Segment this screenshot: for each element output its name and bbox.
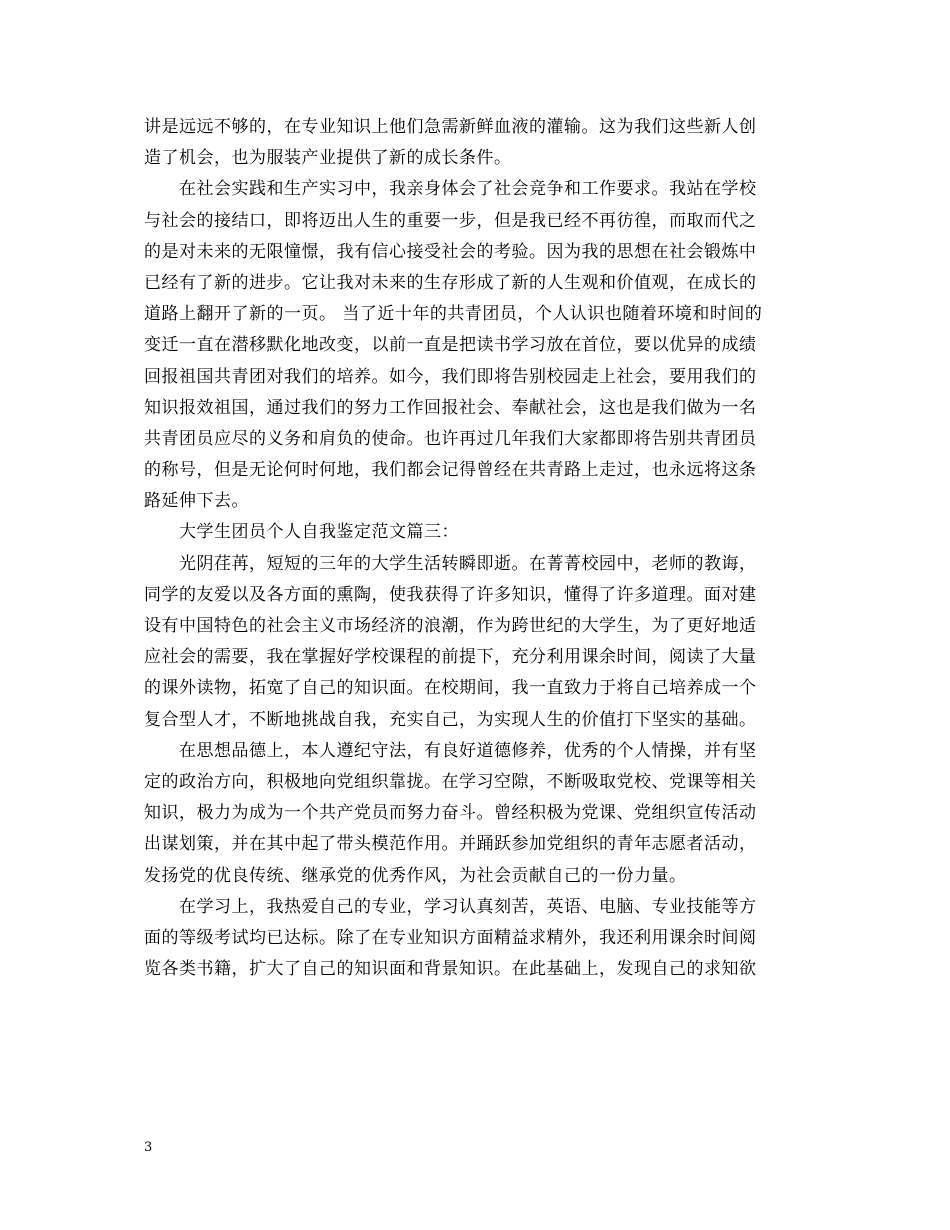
text-line: 在思想品德上，本人遵纪守法，有良好道德修养，优秀的个人情操，并有坚 (179, 740, 757, 761)
text-line: 变迁一直在潜移默化地改变，以前一直是把读书学习放在首位，要以优异的成绩 (144, 335, 757, 356)
text-line: 的是对未来的无限憧憬，我有信心接受社会的考验。因为我的思想在社会锻炼中 (144, 241, 757, 262)
text-line: 设有中国特色的社会主义市场经济的浪潮，作为跨世纪的大学生，为了更好地适 (144, 616, 757, 636)
text-line: 大学生团员个人自我鉴定范文篇三： (179, 522, 459, 543)
text-line: 造了机会，也为服装产业提供了新的成长条件。 (144, 148, 512, 169)
text-line: 复合型人才，不断地挑战自我，充实自己，为实现人生的价值打下坚实的基础。 (144, 709, 757, 730)
text-line: 应社会的需要，我在掌握好学校课程的前提下，充分利用课余时间，阅读了大量 (144, 647, 757, 668)
text-line: 的称号，但是无论何时何地，我们都会记得曾经在共青路上走过，也永远将这条 (144, 460, 757, 481)
text-line: 发扬党的优良传统、继承党的优秀作风，为社会贡献自己的一份力量。 (144, 865, 687, 886)
text-line: 同学的友爱以及各方面的熏陶，使我获得了许多知识，懂得了许多道理。面对建 (144, 584, 757, 605)
text-line: 在学习上，我热爱自己的专业，学习认真刻苦，英语、电脑、专业技能等方 (179, 896, 757, 917)
text-line: 出谋划策，并在其中起了带头模范作用。并踊跃参加党组织的青年志愿者活动， (144, 834, 757, 855)
text-line: 知识，极力为成为一个共产党员而努力奋斗。曾经积极为党课、党组织宣传活动 (144, 803, 757, 824)
text-line: 道路上翻开了新的一页。 当了近十年的共青团员，个人认识也随着环境和时间的 (144, 304, 763, 325)
text-line: 共青团员应尽的义务和肩负的使命。也许再过几年我们大家都即将告别共青团员 (144, 428, 757, 449)
text-line: 定的政治方向，积极地向党组织靠拢。在学习空隙，不断吸取党校、党课等相关 (144, 771, 757, 792)
text-line: 路延伸下去。 (144, 491, 249, 512)
text-line: 的课外读物，拓宽了自己的知识面。在校期间，我一直致力于将自己培养成一个 (144, 678, 757, 699)
text-line: 面的等级考试均已达标。除了在专业知识方面精益求精外，我还利用课余时间阅 (144, 927, 757, 948)
text-line: 回报祖国共青团对我们的培养。如今，我们即将告别校园走上社会，要用我们的 (144, 366, 757, 387)
text-line: 在社会实践和生产实习中，我亲身体会了社会竞争和工作要求。我站在学校 (179, 179, 757, 200)
text-line: 讲是远远不够的，在专业知识上他们急需新鲜血液的灌输。这为我们这些新人创 (144, 117, 757, 137)
page-number: 3 (144, 1140, 153, 1155)
text-line: 光阴荏苒，短短的三年的大学生活转瞬即逝。在菁菁校园中，老师的教诲， (179, 553, 757, 574)
text-line: 知识报效祖国，通过我们的努力工作回报社会、奉献社会，这也是我们做为一名 (144, 397, 757, 418)
text-line: 与社会的接结口，即将迈出人生的重要一步，但是我已经不再彷徨，而取而代之 (144, 210, 757, 231)
text-line: 已经有了新的进步。它让我对未来的生存形成了新的人生观和价值观，在成长的 (144, 272, 757, 293)
text-line: 览各类书籍，扩大了自己的知识面和背景知识。在此基础上，发现自己的求知欲 (144, 959, 757, 980)
body-text (144, 112, 816, 985)
